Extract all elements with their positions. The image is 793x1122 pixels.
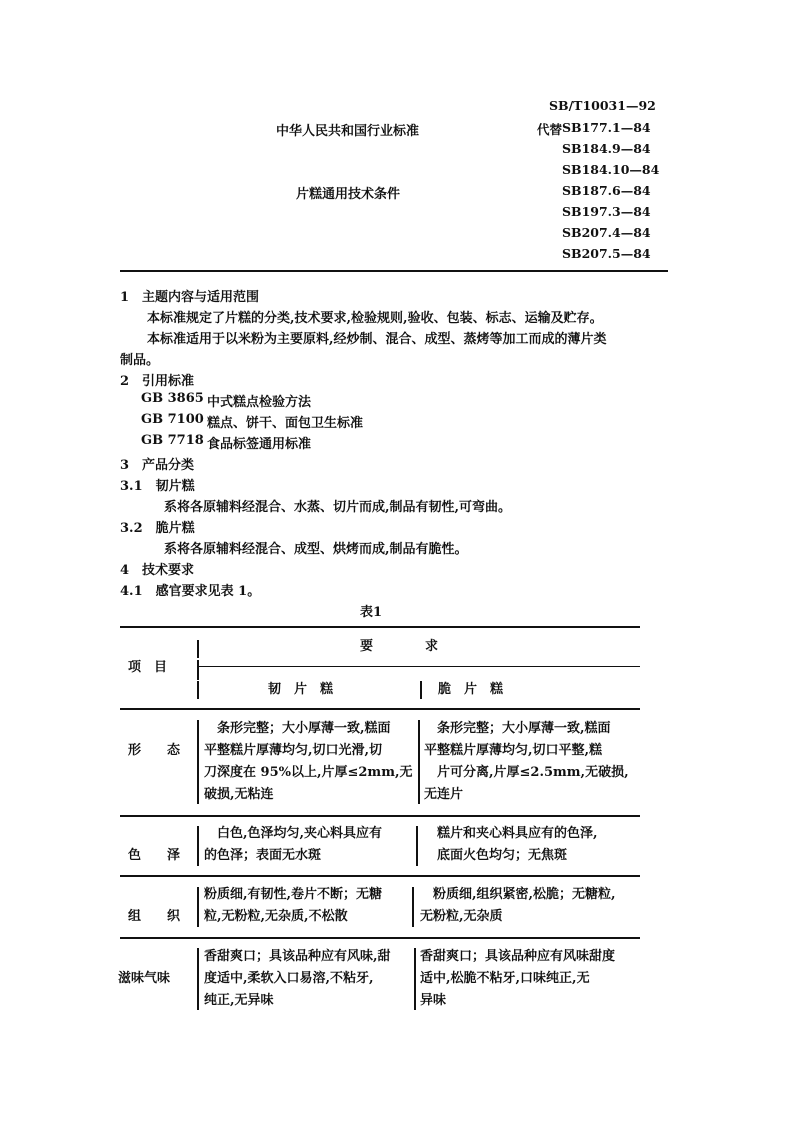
reference-code: GB 7718 (141, 433, 204, 448)
row-color-crisp: 底面火色均匀；无焦斑 (424, 848, 568, 863)
row-shape-soft: 破损,无粘连 (204, 787, 274, 802)
table-row-rule (120, 815, 640, 817)
row-taste-soft: 香甜爽口；具该品种应有风味,甜 (204, 949, 391, 964)
column-divider (418, 720, 420, 804)
column-divider (197, 826, 199, 866)
table-header-bottom-rule (120, 708, 640, 710)
reference-name: 中式糕点检验方法 (207, 395, 312, 410)
column-divider (197, 720, 199, 804)
row-shape-crisp: 平整糕片厚薄均匀,切口平整,糕 (424, 743, 603, 758)
row-shape-crisp: 片可分离,片厚≤2.5mm,无破损, (424, 765, 629, 780)
replaced-standard: SB177.1—84 (562, 120, 651, 135)
table-row-rule (120, 875, 640, 877)
table-header-item: 项 目 (128, 660, 168, 675)
row-taste-crisp: 异味 (420, 993, 447, 1008)
row-texture-crisp: 无粉粒,无杂质 (420, 909, 503, 924)
row-shape-crisp: 条形完整；大小厚薄一致,糕面 (424, 721, 611, 736)
row-item-color: 色 泽 (128, 848, 181, 863)
reference-code: GB 3865 (141, 391, 204, 406)
column-divider (416, 826, 418, 866)
table-caption: 表1 (360, 605, 383, 620)
section-3-2-text: 系将各原辅料经混合、成型、烘烤而成,制品有脆性。 (164, 542, 468, 557)
row-color-soft: 的色泽；表面无水斑 (204, 848, 322, 863)
reference-code: GB 7100 (141, 412, 204, 427)
table-top-rule (120, 626, 640, 628)
table-header-mid-rule (197, 666, 640, 667)
section-1-paragraph: 本标准适用于以米粉为主要原料,经炒制、混合、成型、蒸烤等加工而成的薄片类 (147, 332, 607, 347)
column-divider (197, 640, 199, 658)
header-divider (120, 270, 668, 272)
reference-name: 糕点、饼干、面包卫生标准 (207, 416, 364, 431)
row-taste-soft: 纯正,无异味 (204, 993, 274, 1008)
section-4-heading: 4 技术要求 (120, 563, 195, 578)
replaced-standard: SB187.6—84 (562, 183, 651, 198)
column-divider (420, 681, 422, 699)
row-shape-soft: 平整糕片厚薄均匀,切口光滑,切 (204, 743, 383, 758)
reference-name: 食品标签通用标准 (207, 437, 312, 452)
section-3-2-heading: 3.2 脆片糕 (120, 521, 195, 536)
table-row-rule (120, 937, 640, 939)
replaced-standard: SB197.3—84 (562, 204, 651, 219)
row-item-taste: 滋味气味 (118, 971, 171, 986)
issuing-organization: 中华人民共和国行业标准 (276, 124, 420, 139)
row-color-soft: 白色,色泽均匀,夹心料具应有 (204, 826, 383, 841)
section-1-paragraph-cont: 制品。 (120, 353, 160, 368)
replaces-prefix: 代替 (537, 122, 563, 137)
row-taste-soft: 度适中,柔软入口易溶,不粘牙, (204, 971, 374, 986)
column-divider (197, 681, 199, 699)
replaced-standard: SB184.10—84 (562, 162, 660, 177)
column-divider (197, 948, 199, 1010)
row-taste-crisp: 适中,松脆不粘牙,口味纯正,无 (420, 971, 590, 986)
section-3-1-heading: 3.1 韧片糕 (120, 479, 195, 494)
column-divider (414, 948, 416, 1010)
section-1-heading: 1 主题内容与适用范围 (120, 290, 260, 305)
table-header-requirements: 要 求 (360, 639, 439, 654)
row-texture-crisp: 粉质细,组织紧密,松脆；无糖粒, (420, 887, 616, 902)
table-header-crisp-cake: 脆 片 糕 (438, 682, 504, 697)
document-title: 片糕通用技术条件 (296, 187, 401, 202)
row-item-shape: 形 态 (128, 743, 181, 758)
column-divider (197, 660, 199, 680)
table-header-soft-cake: 韧 片 糕 (268, 682, 334, 697)
row-color-crisp: 糕片和夹心料具应有的色泽, (424, 826, 598, 841)
standard-code: SB/T10031—92 (549, 98, 656, 113)
row-shape-crisp: 无连片 (424, 787, 464, 802)
row-taste-crisp: 香甜爽口；具该品种应有风味甜度 (420, 949, 616, 964)
section-4-1-heading: 4.1 感官要求见表 1。 (120, 584, 261, 599)
row-shape-soft: 刀深度在 95%以上,片厚≤2mm,无 (204, 765, 413, 780)
section-1-paragraph: 本标准规定了片糕的分类,技术要求,检验规则,验收、包装、标志、运输及贮存。 (147, 311, 603, 326)
row-texture-soft: 粉质细,有韧性,卷片不断；无糖 (204, 887, 383, 902)
replaced-standard: SB184.9—84 (562, 141, 651, 156)
section-3-heading: 3 产品分类 (120, 458, 195, 473)
column-divider (197, 887, 199, 927)
column-divider (412, 887, 414, 927)
section-2-heading: 2 引用标准 (120, 374, 195, 389)
section-3-1-text: 系将各原辅料经混合、水蒸、切片而成,制品有韧性,可弯曲。 (164, 500, 512, 515)
row-item-texture: 组 织 (128, 909, 181, 924)
replaced-standard: SB207.4—84 (562, 225, 651, 240)
row-texture-soft: 粒,无粉粒,无杂质,不松散 (204, 909, 348, 924)
replaced-standard: SB207.5—84 (562, 246, 651, 261)
row-shape-soft: 条形完整；大小厚薄一致,糕面 (204, 721, 391, 736)
